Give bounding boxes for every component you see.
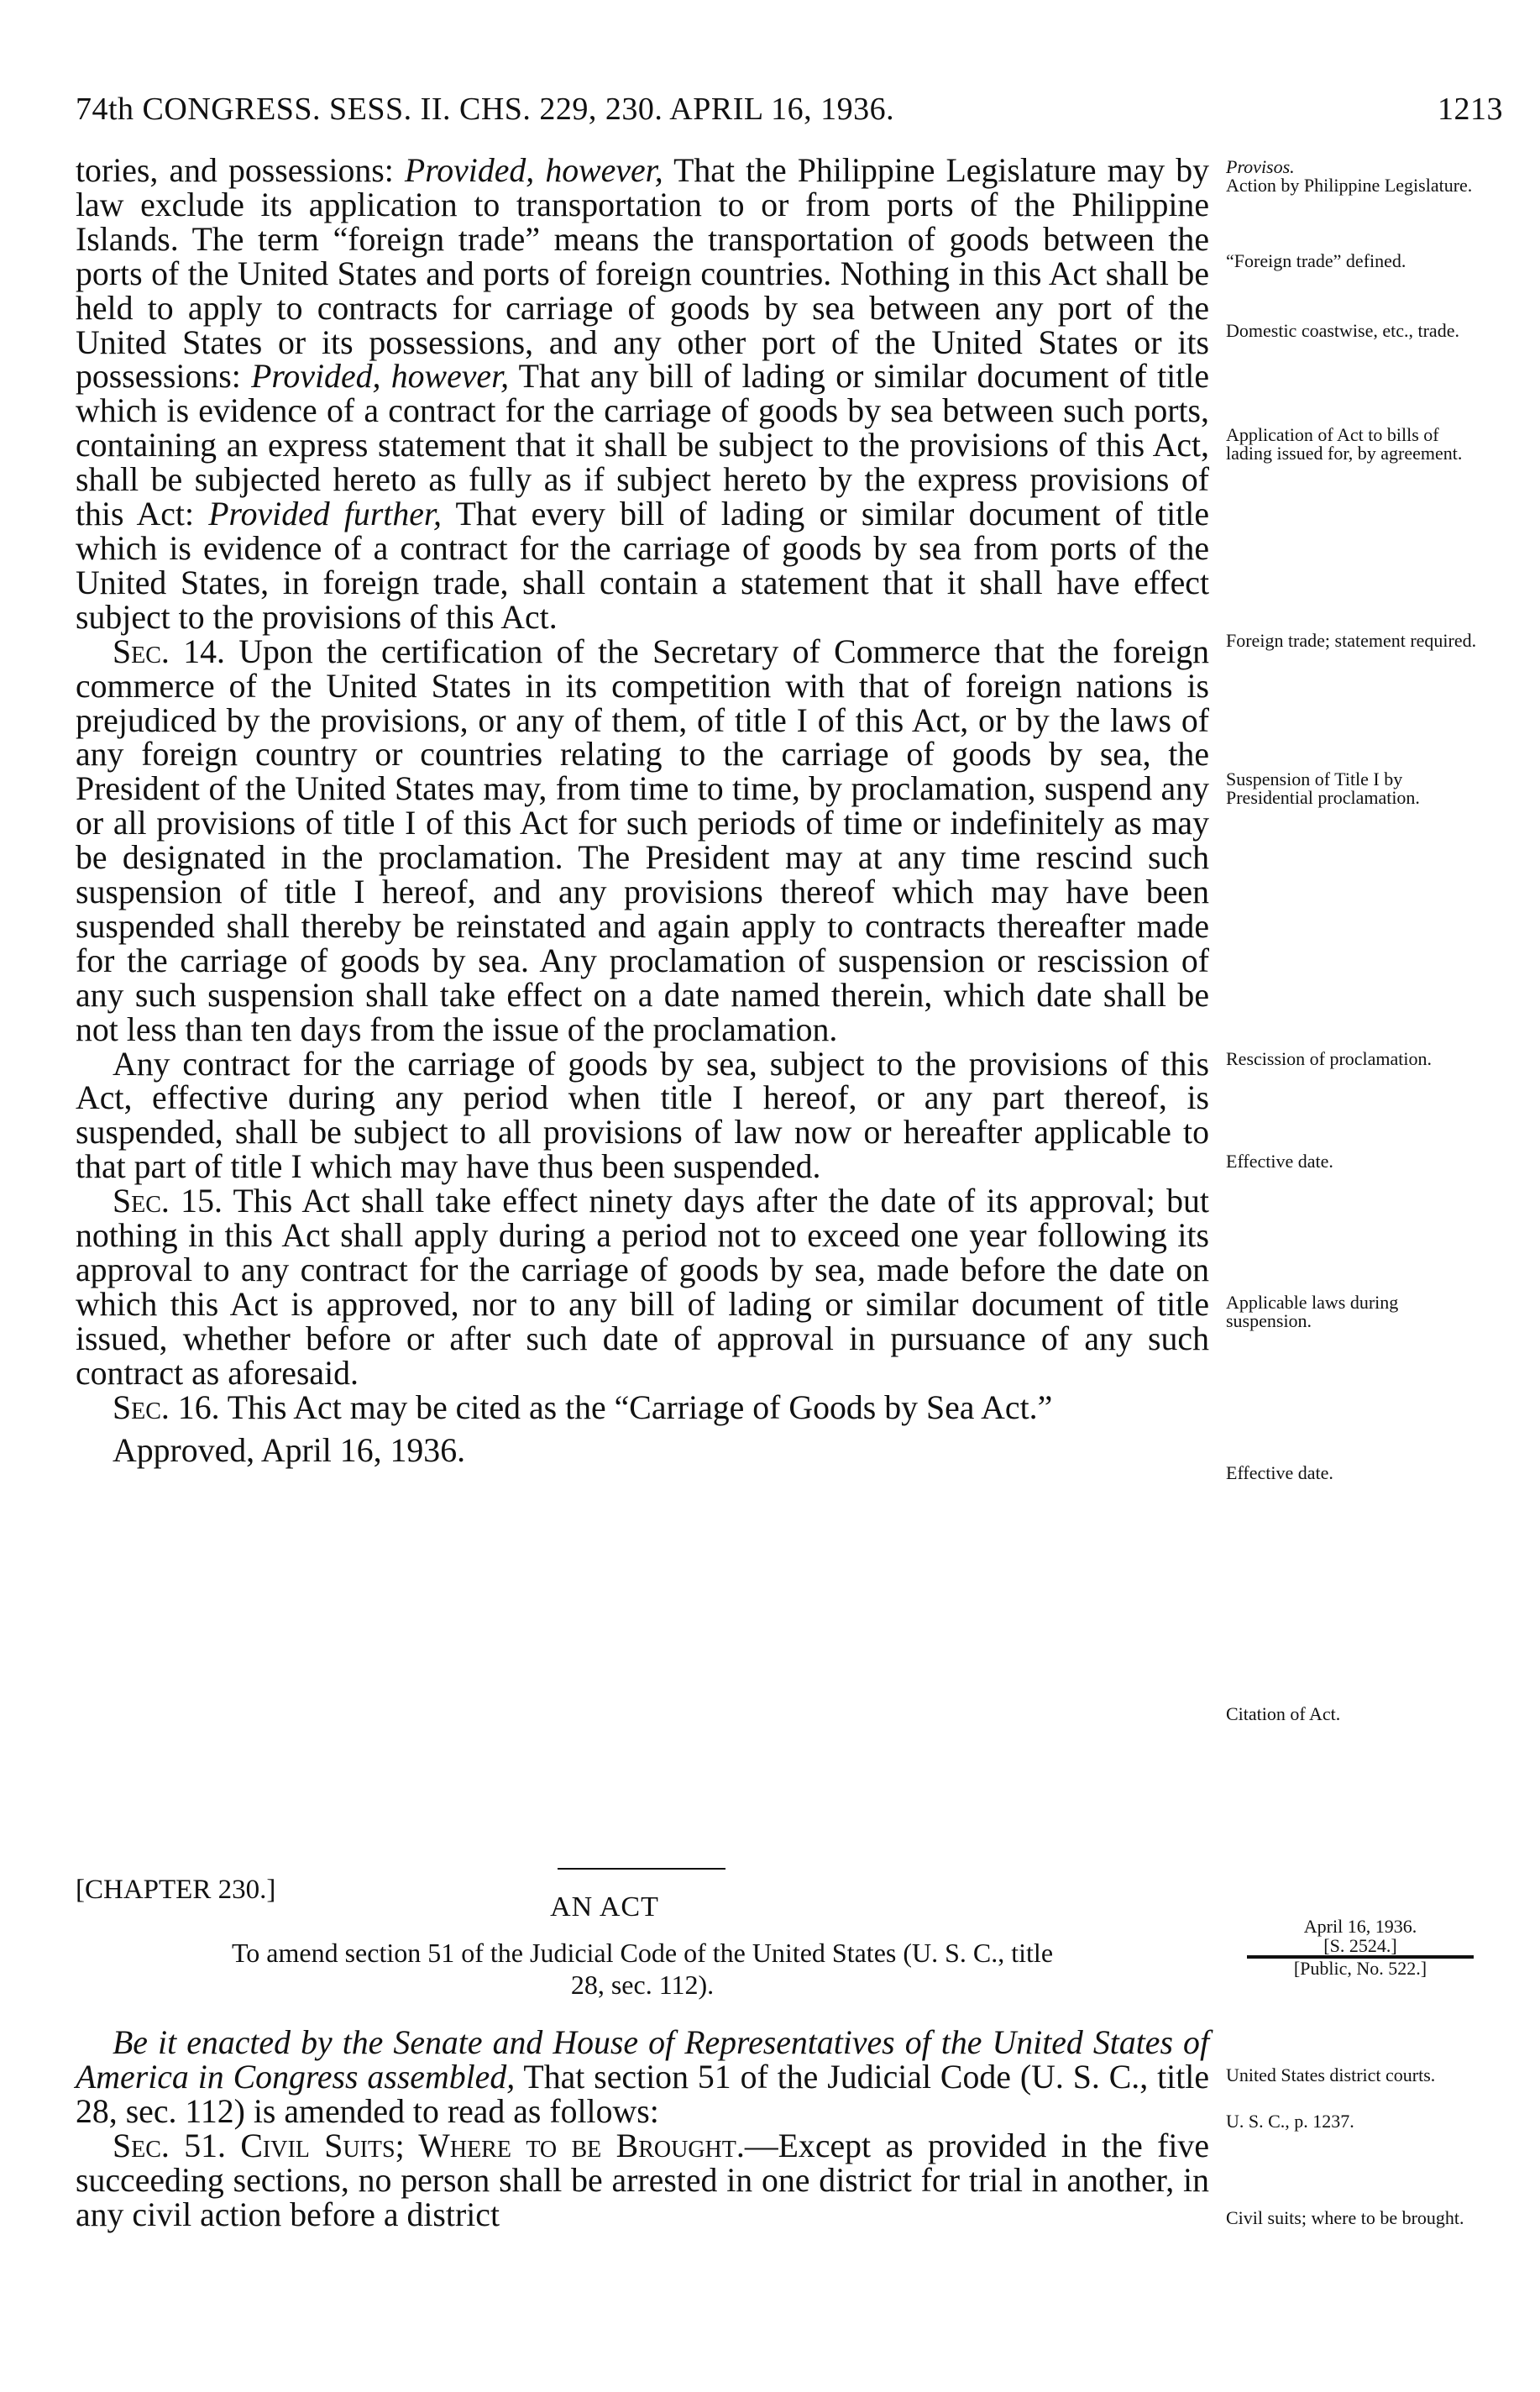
margin-note-suspension: Suspension of Title I by Presidential proclamation. (1226, 768, 1420, 808)
section-15: Sec. 15. This Act shall take effect ninety days after the date of its approval; but nothing in this Act shall apply during a period not to exceed one year following its approval to any contract for the carriage of goods by sea, made before the date on which this Act is approved, nor to any bill of lading or similar document of title issued, whether before or after such date of approval in pursuance of any such contract as aforesaid. (76, 1183, 1209, 1392)
margin-note-statement: Foreign trade; statement required. (1226, 630, 1477, 651)
margin-note-foreign-trade: “Foreign trade” defined. (1226, 250, 1406, 271)
act-title: To amend section 51 of the Judicial Code of the United States (U. S. C., title 28, sec. 112). (231, 1938, 1054, 2000)
section-16: Sec. 16. This Act may be cited as the “Carriage of Goods by Sea Act.” (113, 1388, 1053, 1426)
approval-line: Approved, April 16, 1936. (113, 1431, 466, 1469)
enacting-clause: Be it enacted by the Senate and House of Representatives of the United States of America in Congress assembled, That section 51 of the Judicial Code (U. S. C., title 28, sec. 112) is amended to read as follows: (76, 2024, 1209, 2130)
margin-note-rescission: Rescission of proclamation. (1226, 1048, 1433, 1069)
page-number: 1213 (1438, 92, 1503, 127)
margin-note-effective-1: Effective date. (1226, 1151, 1333, 1172)
main-text (76, 154, 1209, 1467)
an-act-heading: AN ACT (550, 1891, 659, 1923)
enactment-stamp: April 16, 1936. [S. 2524.] [Public, No. 522.] (1234, 1917, 1486, 1978)
margin-note-provisos: Provisos. (1226, 156, 1295, 177)
chapter-divider (558, 1868, 725, 1870)
paragraph-suspension-laws: Any contract for the carriage of goods by sea, subject to the provisions of this Act, effective during any period when title I hereof, or any part thereof, is suspended, shall be subject to all provisions of law now or hereafter applicable to that part of title I which may have thus been suspended. (76, 1045, 1209, 1186)
margin-note-domestic: Domestic coastwise, etc., trade. (1226, 320, 1459, 341)
margin-note-action: Action by Philippine Legislature. (1226, 175, 1473, 196)
chapter230-text (76, 2026, 1209, 2232)
margin-note-citation: Citation of Act. (1226, 1703, 1341, 1724)
margin-note-effective-2: Effective date. (1226, 1462, 1333, 1483)
section-14: Sec. 14. Upon the certification of the Secretary of Commerce that the foreign commerce of the United States in its competition with that of foreign nations is prejudiced by the provisions, or any of them, of title I of this Act, or by the laws of any foreign country or countries relating to the carriage of goods by sea, the President of the United States may, from time to time, by proclamation, suspend any or all provisions of title I of this Act for such periods of time or indefinitely as may be designated in the proclamation. The President may at any time rescind such suspension of title I hereof, and any provisions thereof which may have been suspended shall thereby be reinstated and again apply to contracts thereafter made for the carriage of goods by sea. Any proclamation of suspension or rescission of any such suspension shall take effect on a date named therein, which date shall be not less than ten days from the issue of the proclamation. (76, 632, 1209, 1048)
margin-note-usc: U. S. C., p. 1237. (1226, 2111, 1354, 2132)
section-51: Sec. 51. Civil Suits; Where to be Brought.—Except as provided in the five succeeding sections, no person shall be arrested in one district for trial in another, in any civil action before a district (76, 2127, 1209, 2233)
chapter-label: [CHAPTER 230.] (76, 1875, 276, 1905)
margin-note-civil: Civil suits; where to be brought. (1226, 2207, 1464, 2228)
margin-note-district: United States district courts. (1226, 2064, 1436, 2085)
paragraph-continuation: tories, and possessions: Provided, however, That the Philippine Legislature may by law exclude its application to transportation to or from ports of the Philippine Islands. The term “foreign trade” means the transportation of goods between the ports of the United States and ports of foreign countries. Nothing in this Act shall be held to apply to contracts for carriage of goods by sea between any port of the United States or its possessions, and any other port of the United States or its possessions: Provided, however, That any bill of lading or similar document of title which is evidence of a contract for the carriage of goods by sea between such ports, containing an express statement that it shall be subject to the provisions of this Act, shall be subjected hereto as fully as if subject hereto by the express provisions of this Act: Provided further, That every bill of lading or similar document of title which is evidence of a contract for the carriage of goods by sea from ports of the United States, in foreign trade, shall contain a statement that it shall have effect subject to the provisions of this Act. (76, 152, 1210, 636)
running-header (76, 91, 1503, 141)
margin-note-applicable: Applicable laws during suspension. (1226, 1292, 1399, 1331)
header-citation: 74th CONGRESS. SESS. II. CHS. 229, 230. APRIL 16, 1936. (76, 92, 895, 127)
margin-note-application: Application of Act to bills of lading issued for, by agreement. (1226, 424, 1463, 464)
